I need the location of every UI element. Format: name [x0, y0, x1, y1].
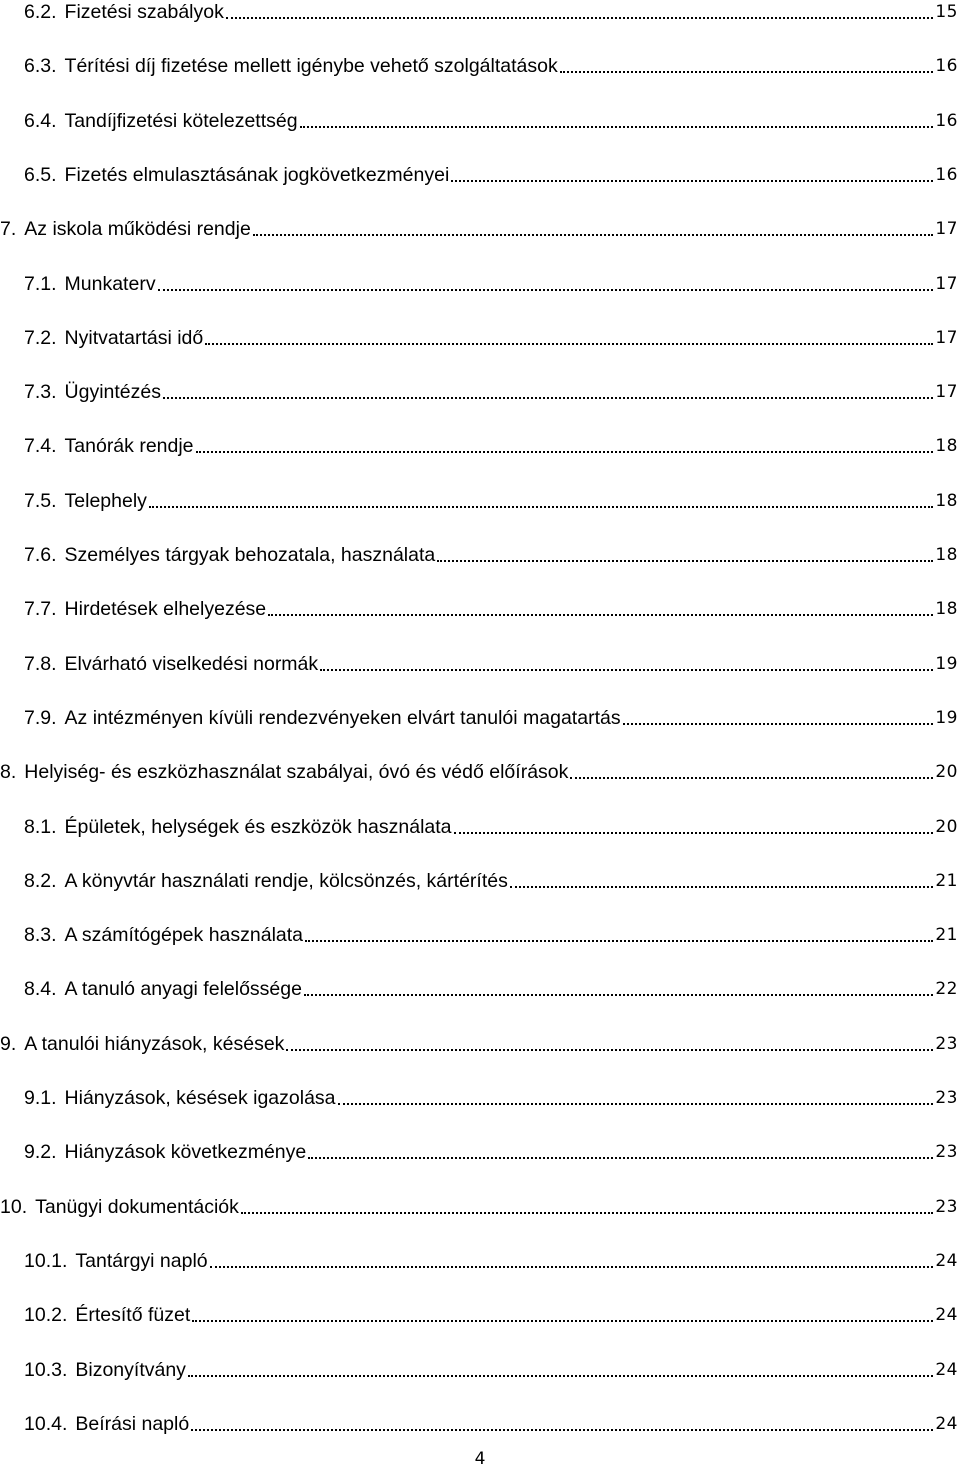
- toc-entry-title: Hiányzások következménye: [64, 1141, 307, 1164]
- toc-entry[interactable]: [24, 971, 958, 1001]
- toc-entry-page: 15: [935, 2, 958, 22]
- toc-entry-page: 16: [935, 164, 958, 185]
- dot-leader: [308, 1143, 933, 1159]
- toc-entry[interactable]: [24, 320, 958, 350]
- toc-entry-number: 7.6.: [24, 544, 57, 566]
- page-number: 4: [474, 1449, 486, 1469]
- toc-entry-number: 9.2.: [24, 1141, 57, 1164]
- toc-entry-page: 21: [935, 870, 958, 891]
- toc-entry[interactable]: [24, 1406, 958, 1436]
- toc-entry-title: Hirdetések elhelyezése: [64, 598, 267, 621]
- toc-entry[interactable]: [24, 48, 958, 78]
- toc-entry[interactable]: [0, 1026, 958, 1056]
- toc-entry-page: 16: [935, 56, 958, 77]
- toc-entry-page: 17: [935, 219, 958, 240]
- toc-entry-page: 20: [935, 762, 958, 783]
- dot-leader: [210, 1252, 934, 1268]
- toc-entry-title: A tanulói hiányzások, késések: [24, 1032, 285, 1055]
- toc-entry-page: 19: [935, 707, 958, 728]
- dot-leader: [192, 1306, 933, 1322]
- toc-entry-title: Személyes tárgyak behozatala, használata: [64, 544, 436, 566]
- toc-entry[interactable]: [24, 591, 958, 621]
- dot-leader: [226, 3, 934, 19]
- toc-entry-number: 8.1.: [24, 815, 57, 838]
- toc-entry-number: 7.9.: [24, 706, 57, 729]
- toc-entry[interactable]: [24, 157, 958, 187]
- toc-entry-page: 17: [935, 327, 958, 348]
- toc-entry-page: 24: [935, 1250, 958, 1271]
- toc-entry-page: 19: [935, 653, 958, 674]
- toc-entry-number: 7.1.: [24, 272, 57, 295]
- toc-entry-number: 9.: [0, 1032, 17, 1055]
- toc-entry-page: 23: [935, 1142, 958, 1163]
- toc-entry-number: 9.1.: [24, 1087, 57, 1109]
- toc-entry-page: 24: [935, 1305, 958, 1326]
- toc-entry-title: Munkaterv: [64, 272, 156, 295]
- toc-entry-title: Tanügyi dokumentációk: [35, 1195, 239, 1218]
- dot-leader: [623, 709, 934, 725]
- dot-leader: [253, 220, 934, 236]
- toc-entry-number: 7.: [0, 218, 17, 241]
- toc-entry-number: 10.: [0, 1195, 28, 1218]
- dot-leader: [304, 980, 933, 996]
- toc-entry-page: 24: [935, 1359, 958, 1380]
- toc-entry-number: 10.4.: [24, 1412, 68, 1435]
- dot-leader: [454, 818, 934, 834]
- toc-entry-title: Fizetési szabályok: [64, 1, 224, 23]
- toc-entry-title: Értesítő füzet: [75, 1304, 191, 1327]
- toc-entry[interactable]: [24, 428, 958, 458]
- dot-leader: [286, 1035, 933, 1051]
- toc-entry-number: 10.1.: [24, 1249, 68, 1272]
- toc-entry-page: 24: [935, 1413, 958, 1434]
- dot-leader: [149, 492, 933, 508]
- toc-entry-title: Az iskola működési rendje: [24, 218, 251, 241]
- toc-entry-title: Elvárható viselkedési normák: [64, 652, 319, 675]
- toc-entry[interactable]: [24, 1243, 958, 1273]
- toc-entry-number: 7.2.: [24, 326, 57, 349]
- toc-entry[interactable]: [24, 1134, 958, 1164]
- toc-entry[interactable]: [24, 1080, 958, 1110]
- toc-entry-title: Fizetés elmulasztásának jogkövetkezményei: [64, 163, 450, 186]
- toc-entry-page: 22: [935, 979, 958, 1000]
- toc-entry-number: 8.3.: [24, 924, 57, 947]
- toc-entry[interactable]: [24, 1297, 958, 1327]
- toc-entry[interactable]: [24, 374, 958, 404]
- dot-leader: [196, 437, 934, 453]
- toc-entry-page: 21: [935, 925, 958, 946]
- toc-entry-title: A könyvtár használati rendje, kölcsönzés, kártérítés: [64, 869, 508, 892]
- toc-entry-page: 17: [935, 273, 958, 294]
- dot-leader: [338, 1089, 934, 1105]
- toc-entry[interactable]: [24, 266, 958, 296]
- dot-leader: [305, 926, 933, 942]
- toc-entry-page: 18: [935, 599, 958, 620]
- toc-entry-title: A tanuló anyagi felelőssége: [64, 978, 302, 1001]
- toc-entry-title: Beírási napló: [75, 1412, 190, 1435]
- toc-entry-title: Térítési díj fizetése mellett igénybe vehető szolgáltatások: [64, 55, 558, 78]
- toc-entry-title: Tantárgyi napló: [75, 1249, 208, 1272]
- toc-entry-number: 6.2.: [24, 1, 57, 23]
- toc-entry-number: 6.4.: [24, 109, 57, 132]
- dot-leader: [320, 655, 933, 671]
- dot-leader: [205, 329, 933, 345]
- dot-leader: [188, 1361, 933, 1377]
- toc-entry-title: Helyiség- és eszközhasználat szabályai, óvó és védő előírások: [24, 761, 569, 784]
- dot-leader: [437, 546, 933, 562]
- toc-entry[interactable]: [0, 211, 958, 241]
- toc-entry-page: 23: [935, 1088, 958, 1108]
- dot-leader: [510, 872, 934, 888]
- dot-leader: [241, 1198, 933, 1214]
- toc-entry-title: Bizonyítvány: [75, 1358, 186, 1381]
- dot-leader: [570, 763, 933, 779]
- dot-leader: [268, 600, 933, 616]
- toc-entry[interactable]: [0, 1189, 958, 1219]
- toc-entry-title: Épületek, helységek és eszközök használata: [64, 815, 452, 838]
- toc-entry-number: 8.: [0, 761, 17, 784]
- toc-entry[interactable]: [24, 809, 958, 839]
- toc-entry-number: 10.2.: [24, 1304, 68, 1327]
- toc-entry-page: 18: [935, 436, 958, 457]
- toc-entry[interactable]: [24, 917, 958, 947]
- toc-entry[interactable]: [24, 1352, 958, 1382]
- toc-entry[interactable]: [24, 537, 958, 567]
- toc-entry-title: Tandíjfizetési kötelezettség: [64, 109, 298, 132]
- toc-entry-page: 20: [935, 816, 958, 837]
- toc-entry-title: Hiányzások, késések igazolása: [64, 1087, 336, 1109]
- toc-entry-number: 7.4.: [24, 435, 57, 458]
- dot-leader: [560, 57, 934, 73]
- toc-entry-number: 6.5.: [24, 163, 57, 186]
- toc-entry-number: 7.3.: [24, 381, 57, 404]
- toc-entry-title: A számítógépek használata: [64, 924, 304, 947]
- toc-entry-number: 8.4.: [24, 978, 57, 1001]
- toc-entry-page: 18: [935, 490, 958, 511]
- dot-leader: [158, 275, 934, 291]
- toc-entry[interactable]: [24, 700, 958, 730]
- toc-entry[interactable]: [24, 646, 958, 676]
- dot-leader: [191, 1415, 933, 1431]
- toc-entry-number: 6.3.: [24, 55, 57, 78]
- toc-entry-page: 23: [935, 1196, 958, 1217]
- toc-entry-page: 16: [935, 110, 958, 131]
- toc-entry-title: Telephely: [64, 489, 147, 512]
- toc-entry-number: 10.3.: [24, 1358, 68, 1381]
- toc-entry-title: Ügyintézés: [64, 381, 161, 404]
- toc-entry-title: Tanórák rendje: [64, 435, 194, 458]
- toc-entry[interactable]: [0, 754, 958, 784]
- dot-leader: [300, 112, 934, 128]
- toc-entry-title: Nyitvatartási idő: [64, 326, 204, 349]
- toc-entry-title: Az intézményen kívüli rendezvényeken elvárt tanulói magatartás: [64, 706, 621, 729]
- toc-entry-page: 17: [935, 382, 958, 403]
- toc-entry-number: 8.2.: [24, 869, 57, 892]
- toc-entry-number: 7.7.: [24, 598, 57, 621]
- dot-leader: [163, 383, 933, 399]
- toc-entry[interactable]: [24, 863, 958, 893]
- toc-entry[interactable]: [24, 103, 958, 133]
- toc-entry-number: 7.5.: [24, 489, 57, 512]
- toc-entry[interactable]: [24, 483, 958, 513]
- dot-leader: [451, 166, 933, 182]
- toc-entry[interactable]: [24, 0, 958, 24]
- toc-entry-page: 23: [935, 1033, 958, 1054]
- toc-entry-number: 7.8.: [24, 652, 57, 675]
- toc-entry-page: 18: [935, 545, 958, 565]
